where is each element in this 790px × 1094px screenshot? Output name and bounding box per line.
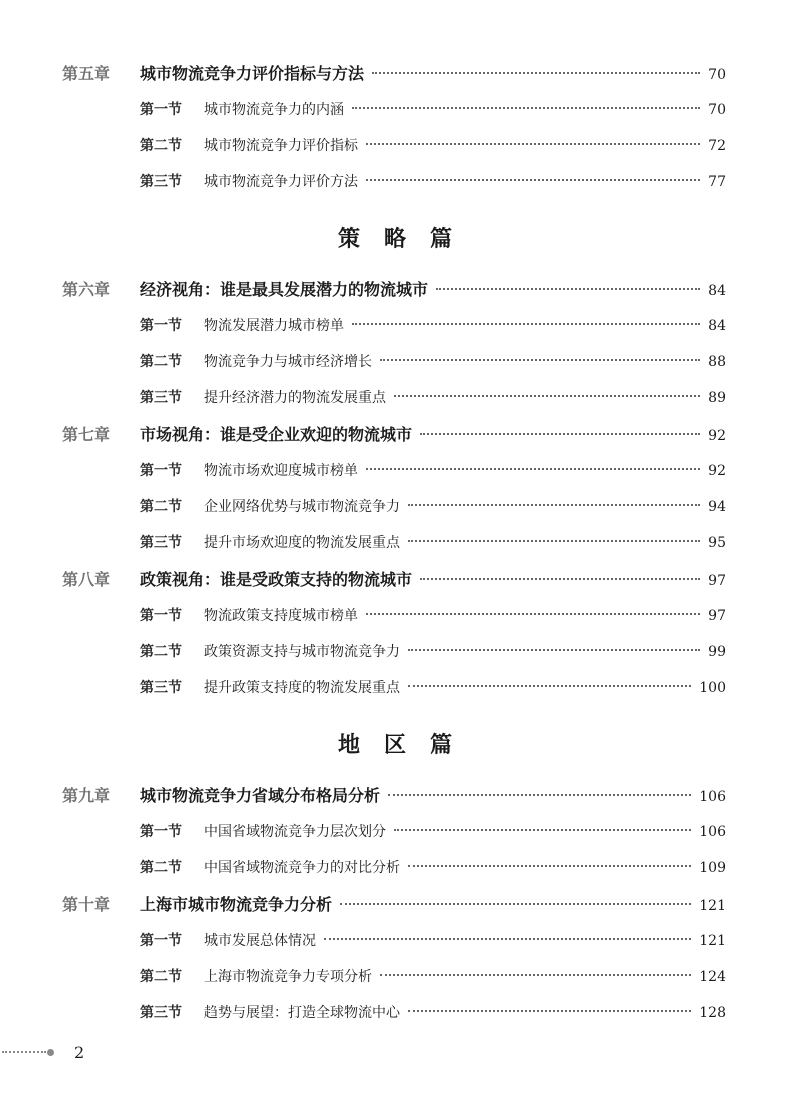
entry-number: 第二节 [140, 354, 182, 370]
dot-leader [366, 468, 700, 470]
entry-title: 城市发展总体情况 [204, 933, 316, 949]
entry-title: 中国省域物流竞争力的对比分析 [204, 860, 400, 876]
entry-page-number: 121 [699, 933, 726, 949]
entry-number: 第三节 [140, 535, 182, 551]
entry-title: 物流竞争力与城市经济增长 [204, 354, 372, 370]
toc-section-entry[interactable] [140, 967, 726, 987]
entry-number: 第三节 [140, 174, 182, 190]
dot-leader [352, 107, 700, 109]
toc-section-entry[interactable] [140, 642, 726, 662]
entry-title: 经济视角：谁是最具发展潜力的物流城市 [140, 280, 429, 299]
dot-leader [380, 974, 691, 976]
entry-page-number: 70 [708, 67, 726, 83]
entry-page-number: 88 [708, 354, 726, 370]
entry-title: 提升政策支持度的物流发展重点 [204, 680, 400, 696]
dot-leader [394, 829, 691, 831]
part-heading-char: 篇 [430, 226, 453, 252]
entry-number: 第一节 [140, 102, 182, 118]
entry-title: 城市物流竞争力评价指标与方法 [140, 64, 365, 83]
entry-number: 第三节 [140, 680, 182, 696]
footer-bullet [47, 1049, 54, 1056]
entry-page-number: 95 [708, 535, 726, 551]
toc-chapter-entry[interactable] [62, 786, 726, 807]
dot-leader [366, 143, 700, 145]
part-heading-region [0, 728, 790, 759]
page-footer [0, 1042, 84, 1062]
toc-section-entry[interactable] [140, 100, 726, 120]
entry-title: 城市物流竞争力评价指标 [204, 138, 358, 154]
toc-section-entry[interactable] [140, 931, 726, 951]
toc-section-entry[interactable] [140, 136, 726, 156]
entry-page-number: 128 [699, 1005, 726, 1021]
entry-title: 物流市场欢迎度城市榜单 [204, 463, 358, 479]
toc-chapter-entry[interactable] [62, 280, 726, 301]
entry-number: 第一节 [140, 824, 182, 840]
entry-title: 政策视角：谁是受政策支持的物流城市 [140, 570, 413, 589]
entry-page-number: 97 [708, 608, 726, 624]
part-heading-char: 略 [383, 226, 406, 252]
entry-page-number: 121 [699, 898, 726, 914]
part-heading-char: 地 [337, 732, 360, 758]
dot-leader [352, 323, 700, 325]
entry-page-number: 77 [708, 174, 726, 190]
entry-title: 物流发展潜力城市榜单 [204, 318, 344, 334]
entry-title: 市场视角：谁是受企业欢迎的物流城市 [140, 425, 413, 444]
part-heading-char: 区 [383, 732, 406, 758]
dot-leader [366, 613, 700, 615]
entry-number: 第五章 [62, 64, 111, 83]
entry-page-number: 72 [708, 138, 726, 154]
entry-page-number: 99 [708, 644, 726, 660]
entry-number: 第二节 [140, 860, 182, 876]
toc-chapter-entry[interactable] [62, 570, 726, 591]
entry-title: 物流政策支持度城市榜单 [204, 608, 358, 624]
toc-section-entry[interactable] [140, 352, 726, 372]
part-heading-char: 策 [337, 226, 360, 252]
entry-title: 提升经济潜力的物流发展重点 [204, 390, 386, 406]
dot-leader [408, 540, 700, 542]
entry-page-number: 109 [699, 860, 726, 876]
dot-leader [324, 938, 691, 940]
entry-title: 政策资源支持与城市物流竞争力 [204, 644, 400, 660]
entry-number: 第二节 [140, 138, 182, 154]
entry-number: 第一节 [140, 463, 182, 479]
dot-leader [408, 504, 700, 506]
entry-page-number: 92 [708, 428, 726, 444]
entry-page-number: 94 [708, 499, 726, 515]
footer-dotted-rule [2, 1051, 46, 1053]
dot-leader [408, 649, 700, 651]
entry-number: 第一节 [140, 608, 182, 624]
toc-section-entry[interactable] [140, 316, 726, 336]
entry-title: 城市物流竞争力省域分布格局分析 [140, 786, 381, 805]
entry-number: 第八章 [62, 570, 111, 589]
dot-leader [436, 288, 700, 290]
part-heading-strategy [0, 222, 790, 253]
dot-leader [408, 1010, 691, 1012]
entry-title: 上海市城市物流竞争力分析 [140, 895, 333, 914]
entry-page-number: 97 [708, 573, 726, 589]
entry-number: 第十章 [62, 895, 111, 914]
entry-number: 第一节 [140, 318, 182, 334]
toc-chapter-entry[interactable] [62, 895, 726, 916]
toc-chapter-entry[interactable] [62, 425, 726, 446]
entry-title: 趋势与展望：打造全球物流中心 [204, 1005, 400, 1021]
toc-section-entry[interactable] [140, 1003, 726, 1023]
entry-title: 中国省域物流竞争力层次划分 [204, 824, 386, 840]
toc-section-entry[interactable] [140, 533, 726, 553]
entry-number: 第三节 [140, 1005, 182, 1021]
entry-title: 企业网络优势与城市物流竞争力 [204, 499, 400, 515]
entry-number: 第三节 [140, 390, 182, 406]
entry-page-number: 106 [699, 789, 726, 805]
entry-number: 第六章 [62, 280, 111, 299]
footer-page-number: 2 [74, 1042, 85, 1062]
entry-title: 上海市物流竞争力专项分析 [204, 969, 372, 985]
entry-title: 提升市场欢迎度的物流发展重点 [204, 535, 400, 551]
toc-section-entry[interactable] [140, 822, 726, 842]
toc-section-entry[interactable] [140, 606, 726, 626]
entry-number: 第七章 [62, 425, 111, 444]
entry-page-number: 84 [708, 318, 726, 334]
toc-section-entry[interactable] [140, 388, 726, 408]
entry-number: 第二节 [140, 969, 182, 985]
dot-leader [372, 72, 700, 74]
entry-page-number: 92 [708, 463, 726, 479]
toc-section-entry[interactable] [140, 497, 726, 517]
dot-leader [408, 865, 691, 867]
entry-number: 第二节 [140, 499, 182, 515]
entry-title: 城市物流竞争力评价方法 [204, 174, 358, 190]
dot-leader [366, 179, 700, 181]
entry-page-number: 70 [708, 102, 726, 118]
dot-leader [420, 578, 700, 580]
entry-number: 第一节 [140, 933, 182, 949]
dot-leader [420, 433, 700, 435]
dot-leader [408, 685, 691, 687]
entry-page-number: 106 [699, 824, 726, 840]
entry-title: 城市物流竞争力的内涵 [204, 102, 344, 118]
entry-number: 第九章 [62, 786, 111, 805]
entry-page-number: 84 [708, 283, 726, 299]
entry-page-number: 89 [708, 390, 726, 406]
dot-leader [340, 903, 691, 905]
dot-leader [380, 359, 700, 361]
toc-section-entry[interactable] [140, 678, 726, 698]
dot-leader [394, 395, 700, 397]
entry-number: 第二节 [140, 644, 182, 660]
entry-page-number: 100 [699, 680, 726, 696]
part-heading-char: 篇 [430, 732, 453, 758]
dot-leader [388, 794, 691, 796]
toc-chapter-entry[interactable] [62, 64, 726, 85]
entry-page-number: 124 [699, 969, 726, 985]
toc-section-entry[interactable] [140, 461, 726, 481]
toc-section-entry[interactable] [140, 172, 726, 192]
toc-section-entry[interactable] [140, 858, 726, 878]
